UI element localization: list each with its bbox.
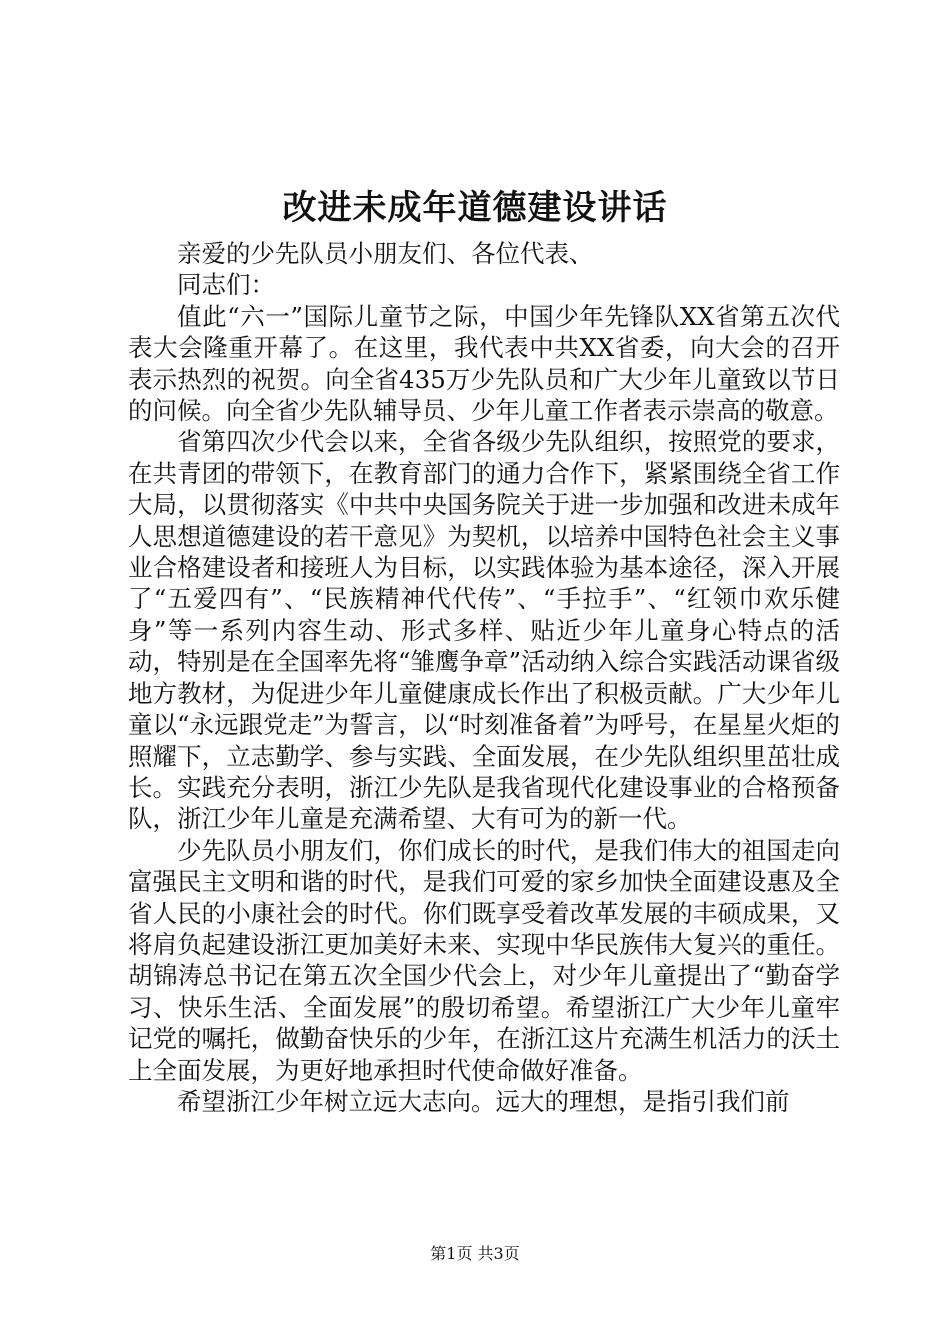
page-footer: 第1页 共3页 [430, 1244, 520, 1263]
document-body [128, 238, 840, 1117]
salutation-line-2: 同志们： [177, 270, 275, 300]
paragraph-achievements: 省第四次少代会以来，全省各级少先队组织，按照党的要求，在共青团的带领下，在教育部门的通力合作下，紧紧围绕全省工作大局，以贯彻落实《中共中央国务院关于进一步加强和改进未成年人思想道德建设的若干意见》为契机，以培养中国特色社会主义事业合格建设者和接班人为目标，以实践体验为基本途径，深入开展了“五爱四有”、“民族精神代代传”、“手拉手”、“红领巾欢乐健身”等一系列内容生动、形式多样、贴近少年儿童身心特点的活动，特别是在全国率先将“雏鹰争章”活动纳入综合实践活动课省级地方教材，为促进少年儿童健康成长作出了积极贡献。广大少年儿童以“永远跟党走”为誓言，以“时刻准备着”为呼号，在星星火炬的照耀下，立志勤学、参与实践、全面发展，在少先队组织里茁壮成长。实践充分表明，浙江少先队是我省现代化建设事业的合格预备队，浙江少年儿童是充满希望、大有可为的新一代。 [128, 427, 840, 834]
document-title: 改进未成年道德建设讲话 [282, 188, 668, 228]
salutation-line-1: 亲爱的少先队员小朋友们、各位代表、 [177, 239, 594, 268]
paragraph-era: 少先队员小朋友们，你们成长的时代，是我们伟大的祖国走向富强民主文明和谐的时代，是我们可爱的家乡加快全面建设惠及全省人民的小康社会的时代。你们既享受着改革发展的丰硕成果，又将肩负起建设浙江更加美好未来、实现中华民族伟大复兴的重任。胡锦涛总书记在第五次全国少代会上，对少年儿童提出了“勤奋学习、快乐生活、全面发展”的殷切希望。希望浙江广大少年儿童牢记党的嘱托，做勤奋快乐的少年，在浙江这片充满生机活力的沃土上全面发展，为更好地承担时代使命做好准备。 [128, 835, 840, 1085]
paragraph-opening: 值此“六一”国际儿童节之际，中国少年先锋队XX省第五次代表大会隆重开幕了。在这里，我代表中共XX省委，向大会的召开表示热烈的祝贺。向全省435万少先队员和广大少年儿童致以节日的问候。向全省少先队辅导员、少年儿童工作者表示崇高的敬意。 [128, 301, 840, 426]
paragraph-aspiration: 希望浙江少年树立远大志向。远大的理想，是指引我们前 [177, 1086, 790, 1116]
